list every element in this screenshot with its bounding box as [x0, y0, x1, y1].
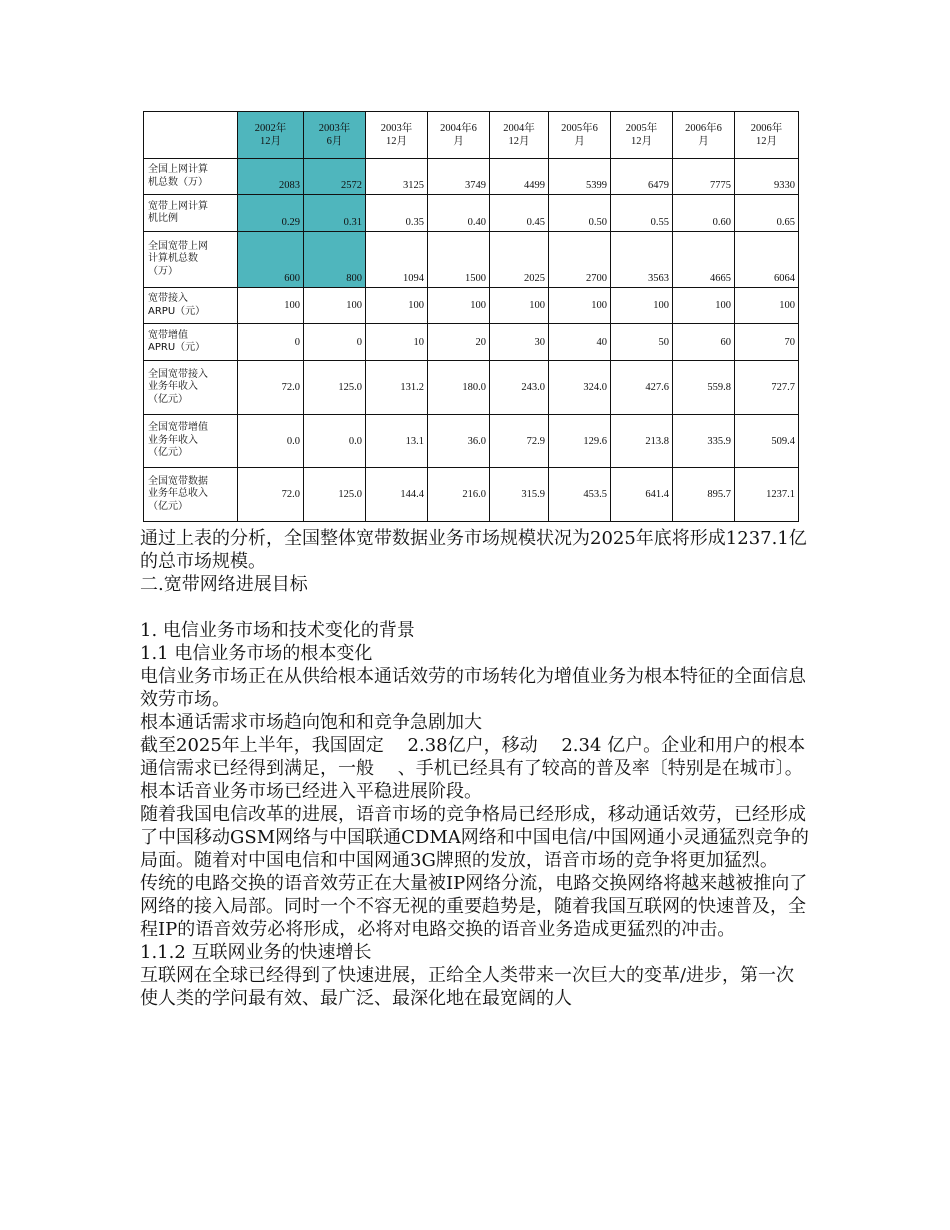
table-cell: 0.0 — [238, 415, 304, 468]
row-label: 宽带增值 APRU（元） — [144, 324, 238, 361]
table-cell: 100 — [428, 288, 490, 324]
row-label: 宽带上网计算 机比例 — [144, 195, 238, 232]
table-cell: 0.29 — [238, 195, 304, 232]
header-cell-2002-12: 2002年 12月 — [238, 112, 304, 159]
header-cell-2003-12: 2003年 12月 — [366, 112, 428, 159]
table-cell: 453.5 — [549, 468, 611, 522]
header-cell-2004-12: 2004年 12月 — [490, 112, 549, 159]
table-cell: 6064 — [735, 232, 799, 288]
table-cell: 216.0 — [428, 468, 490, 522]
table-cell: 0.31 — [304, 195, 366, 232]
header-cell-2006-12: 2006年 12月 — [735, 112, 799, 159]
table-cell: 0.45 — [490, 195, 549, 232]
table-cell: 1500 — [428, 232, 490, 288]
table-cell: 2025 — [490, 232, 549, 288]
table-cell: 60 — [673, 324, 735, 361]
table-cell: 641.4 — [611, 468, 673, 522]
header-cell-2004-6: 2004年6 月 — [428, 112, 490, 159]
table-cell: 72.0 — [238, 468, 304, 522]
paragraph: 互联网在全球已经得到了快速进展，正给全人类带来一次巨大的变革/进步，第一次使人类的学问最有效、最广泛、最深化地在最宽阔的人 — [140, 965, 795, 1009]
table-cell: 0.0 — [304, 415, 366, 468]
table-cell: 100 — [611, 288, 673, 324]
table-cell: 125.0 — [304, 468, 366, 522]
table-cell: 3563 — [611, 232, 673, 288]
table-header-row — [144, 112, 799, 159]
header-cell-2005-12: 2005年 12月 — [611, 112, 673, 159]
table-cell: 50 — [611, 324, 673, 361]
table-row — [144, 159, 799, 195]
paragraph: 电信业务市场正在从供给根本通话效劳的市场转化为增值业务为根本特征的全面信息效劳市场。 — [140, 666, 806, 710]
table-cell: 2572 — [304, 159, 366, 195]
table-cell: 1237.1 — [735, 468, 799, 522]
table-cell: 36.0 — [428, 415, 490, 468]
table-cell: 131.2 — [366, 361, 428, 415]
table-cell: 0 — [304, 324, 366, 361]
table-cell: 100 — [304, 288, 366, 324]
table-cell: 40 — [549, 324, 611, 361]
table-cell: 6479 — [611, 159, 673, 195]
table-cell: 3125 — [366, 159, 428, 195]
header-cell-empty — [144, 112, 238, 159]
table-cell: 335.9 — [673, 415, 735, 468]
table-cell: 324.0 — [549, 361, 611, 415]
table-cell: 3749 — [428, 159, 490, 195]
table-cell: 4665 — [673, 232, 735, 288]
table-cell: 100 — [735, 288, 799, 324]
table-cell: 0 — [238, 324, 304, 361]
table-cell: 559.8 — [673, 361, 735, 415]
table-cell: 0.35 — [366, 195, 428, 232]
table-cell: 0.55 — [611, 195, 673, 232]
table-cell: 4499 — [490, 159, 549, 195]
table-cell: 0.60 — [673, 195, 735, 232]
header-cell-2003-6: 2003年 6月 — [304, 112, 366, 159]
row-label: 全国宽带增值 业务年收入 （亿元） — [144, 415, 238, 468]
table-cell: 100 — [549, 288, 611, 324]
broadband-market-table — [143, 111, 799, 522]
table-cell: 427.6 — [611, 361, 673, 415]
subsection-heading: 1. 电信业务市场和技术变化的背景 — [140, 620, 415, 641]
paragraph: 截至2025年上半年，我国固定 2.38亿户，移动 2.34 亿户。企业和用户的根本通信需求已经得到满足，一般 、手机已经具有了较高的普及率〔特别是在城市〕。根本话音业务市场已经进入平稳进展阶段。 — [140, 735, 806, 802]
header-cell-2005-6: 2005年6 月 — [549, 112, 611, 159]
table-cell: 0.40 — [428, 195, 490, 232]
table-cell: 100 — [490, 288, 549, 324]
table-cell: 100 — [238, 288, 304, 324]
table-cell: 2700 — [549, 232, 611, 288]
paragraph: 传统的电路交换的语音效劳正在大量被IP网络分流，电路交换网络将越来越被推向了网络的接入局部。同时一个不容无视的重要趋势是，随着我国互联网的快速普及，全程IP的语音效劳必将形成，必将对电路交换的语音业务造成更猛烈的冲击。 — [140, 873, 808, 940]
table-cell: 100 — [366, 288, 428, 324]
table-cell: 2083 — [238, 159, 304, 195]
table-cell: 72.9 — [490, 415, 549, 468]
table-cell: 129.6 — [549, 415, 611, 468]
table-cell: 800 — [304, 232, 366, 288]
header-cell-2006-6: 2006年6 月 — [673, 112, 735, 159]
table-cell: 144.4 — [366, 468, 428, 522]
table-cell: 7775 — [673, 159, 735, 195]
subsection-heading: 1.1 电信业务市场的根本变化 — [140, 643, 373, 664]
table-row — [144, 468, 799, 522]
subsection-heading: 1.1.2 互联网业务的快速增长 — [140, 942, 372, 963]
table-cell: 5399 — [549, 159, 611, 195]
table-cell: 10 — [366, 324, 428, 361]
paragraph: 随着我国电信改革的进展，语音市场的竞争格局已经形成，移动通话效劳，已经形成了中国移动GSM网络与中国联通CDMA网络和中国电信/中国网通小灵通猛烈竞争的局面。随着对中国电信和中国网通3G牌照的发放，语音市场的竞争将更加猛烈。 — [140, 804, 809, 871]
row-label: 全国宽带数据 业务年总收入 （亿元） — [144, 468, 238, 522]
blank-line — [140, 596, 810, 619]
table-row — [144, 232, 799, 288]
table-cell: 20 — [428, 324, 490, 361]
table-cell: 9330 — [735, 159, 799, 195]
table-cell: 72.0 — [238, 361, 304, 415]
table-cell: 895.7 — [673, 468, 735, 522]
table-cell: 509.4 — [735, 415, 799, 468]
table-cell: 727.7 — [735, 361, 799, 415]
table-cell: 315.9 — [490, 468, 549, 522]
summary-paragraph: 通过上表的分析，全国整体宽带数据业务市场规模状况为2025年底将形成1237.1亿的总市场规模。 — [140, 528, 807, 572]
table-cell: 30 — [490, 324, 549, 361]
table-cell: 0.50 — [549, 195, 611, 232]
table-cell: 0.65 — [735, 195, 799, 232]
table-cell: 180.0 — [428, 361, 490, 415]
row-label: 全国宽带上网 计算机总数 （万） — [144, 232, 238, 288]
table-cell: 600 — [238, 232, 304, 288]
table-cell: 213.8 — [611, 415, 673, 468]
table-row — [144, 288, 799, 324]
row-label: 宽带接入 ARPU（元） — [144, 288, 238, 324]
paragraph: 根本通话需求市场趋向饱和和竞争急剧加大 — [140, 712, 482, 733]
table-cell: 243.0 — [490, 361, 549, 415]
row-label: 全国宽带接入 业务年收入 （亿元） — [144, 361, 238, 415]
table-row — [144, 415, 799, 468]
row-label: 全国上网计算 机总数（万） — [144, 159, 238, 195]
table-cell: 100 — [673, 288, 735, 324]
table-row — [144, 324, 799, 361]
body-text — [140, 527, 810, 1010]
table-cell: 1094 — [366, 232, 428, 288]
table-row — [144, 361, 799, 415]
section-heading: 二.宽带网络进展目标 — [140, 574, 308, 595]
table-row — [144, 195, 799, 232]
table-cell: 125.0 — [304, 361, 366, 415]
table-cell: 70 — [735, 324, 799, 361]
table-cell: 13.1 — [366, 415, 428, 468]
